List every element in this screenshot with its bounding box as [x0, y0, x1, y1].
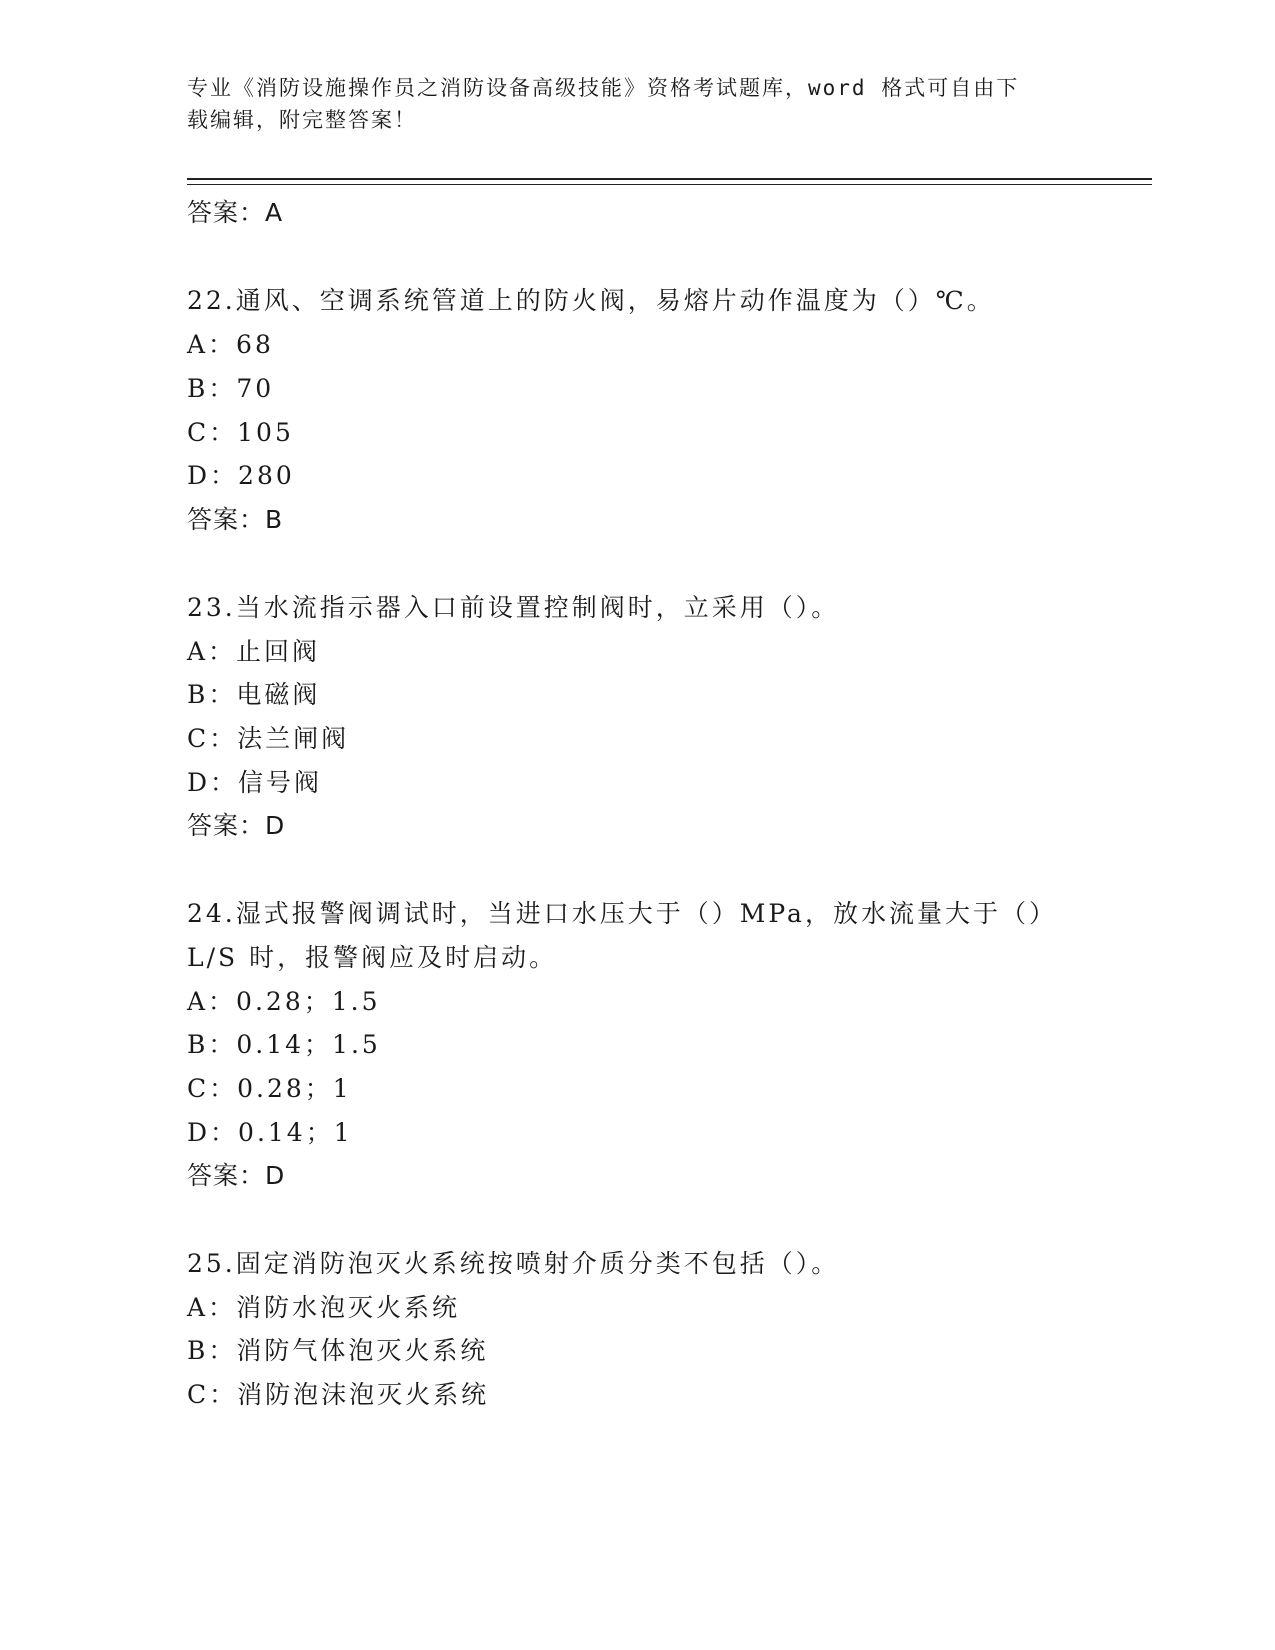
question-24-stem-line-1: 24.湿式报警阀调试时，当进口水压大于（）MPa，放水流量大于（）	[187, 899, 1057, 928]
question-22-stem: 22.通风、空调系统管道上的防火阀，易熔片动作温度为（）℃。	[187, 286, 995, 315]
question-23-option-c: C：法兰闸阀	[187, 724, 350, 753]
question-23-option-a: A：止回阀	[187, 637, 321, 666]
document-header	[187, 72, 1067, 136]
header-divider-thin	[187, 184, 1152, 185]
question-23-stem: 23.当水流指示器入口前设置控制阀时，立采用（）。	[187, 593, 840, 622]
header-line-2: 载编辑，附完整答案！	[187, 108, 417, 132]
previous-answer: 答案：A	[187, 198, 284, 227]
question-24-option-a: A：0.28；1.5	[187, 987, 381, 1016]
question-23-answer: 答案：D	[187, 811, 286, 840]
question-22-option-a: A：68	[187, 330, 274, 359]
question-24-option-b: B：0.14；1.5	[187, 1030, 381, 1059]
question-23-option-b: B：电磁阀	[187, 680, 321, 709]
question-25-stem: 25.固定消防泡灭火系统按喷射介质分类不包括（）。	[187, 1249, 840, 1278]
question-22-answer: 答案：B	[187, 505, 284, 534]
question-22-option-b: B：70	[187, 374, 275, 403]
question-24-stem-line-2: L/S 时，报警阀应及时启动。	[187, 943, 558, 972]
question-22-option-c: C：105	[187, 418, 294, 447]
question-23-option-d: D：信号阀	[187, 768, 323, 797]
question-24-answer: 答案：D	[187, 1161, 286, 1190]
question-25-option-c: C：消防泡沫泡灭火系统	[187, 1380, 490, 1409]
question-25-option-b: B：消防气体泡灭火系统	[187, 1336, 489, 1365]
header-line-1: 专业《消防设施操作员之消防设备高级技能》资格考试题库，word 格式可自由下	[187, 76, 1020, 100]
question-22-option-d: D：280	[187, 461, 295, 490]
question-24-option-d: D：0.14；1	[187, 1118, 353, 1147]
question-24-option-c: C：0.28；1	[187, 1074, 352, 1103]
header-divider-thick	[187, 178, 1152, 180]
question-25-option-a: A：消防水泡灭火系统	[187, 1293, 461, 1322]
